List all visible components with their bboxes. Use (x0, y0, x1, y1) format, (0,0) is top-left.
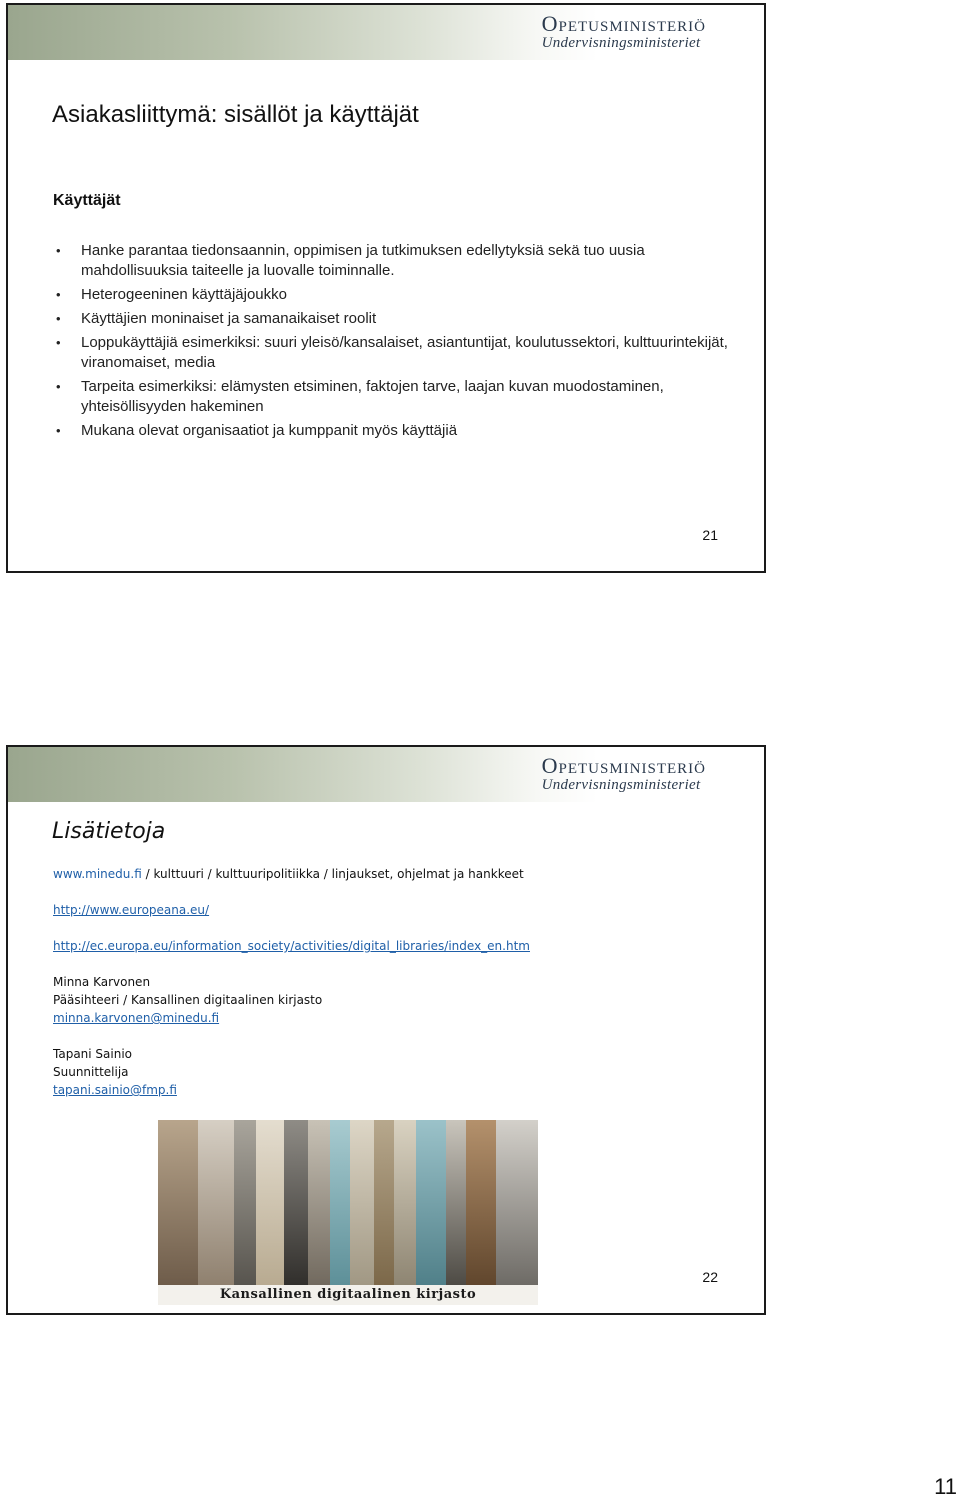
banner-strip (256, 1120, 284, 1290)
contact-email-row (53, 1009, 753, 1027)
ministry-logo (542, 11, 706, 52)
bullet-icon: • (56, 423, 61, 438)
bullet-icon: • (56, 335, 61, 350)
slide-title: Lisätietoja (52, 819, 166, 844)
banner-strip (350, 1120, 374, 1290)
contact-role: Pääsihteeri / Kansallinen digitaalinen kirjasto (53, 993, 323, 1007)
minedu-path: / kulttuuri / kulttuuripolitiikka / linjaukset, ohjelmat ja hankkeet (141, 867, 524, 881)
banner-strip (330, 1120, 350, 1290)
bullet-icon: • (56, 379, 61, 394)
bullet-text: Tarpeita esimerkiksi: elämysten etsiminen, faktojen tarve, laajan kuvan muodostaminen, yhteisöllisyyden hakeminen (81, 378, 664, 415)
bullet-list (54, 241, 744, 445)
list-item (54, 241, 744, 281)
contact-email-link[interactable]: tapani.sainio@fmp.fi (53, 1083, 177, 1097)
logo-sub-text: Undervisningsministeriet (541, 35, 701, 51)
list-item (54, 333, 744, 373)
bullet-text: Mukana olevat organisaatiot ja kumppanit myös käyttäjiä (81, 422, 458, 439)
section-heading: Käyttäjät (53, 192, 121, 209)
link-row-minedu (53, 865, 753, 883)
contact-role: Suunnittelija (53, 1065, 129, 1079)
ec-europa-link[interactable]: http://ec.europa.eu/information_society/activities/digital_libraries/index_en.htm (53, 939, 530, 953)
banner-strip (234, 1120, 256, 1290)
list-item (54, 377, 744, 417)
banner-strip (446, 1120, 466, 1290)
slide-page-number: 22 (702, 1269, 718, 1285)
slide-21 (6, 3, 766, 573)
bullet-icon: • (56, 243, 61, 258)
bullet-text: Käyttäjien moninaiset ja samanaikaiset roolit (81, 310, 377, 327)
slide-page-number: 21 (702, 527, 718, 543)
contact-name: Tapani Sainio (53, 1047, 133, 1061)
bullet-text: Heterogeeninen käyttäjäjoukko (81, 286, 287, 303)
banner-caption: Kansallinen digitaalinen kirjasto (158, 1285, 538, 1305)
banner-strip (284, 1120, 308, 1290)
bullet-text: Hanke parantaa tiedonsaannin, oppimisen ja tutkimuksen edellytyksiä sekä tuo uusia mahdollisuuksia taiteelle ja luovalle toiminnalle. (81, 242, 645, 279)
logo-main-text: Opetusministeriö (541, 753, 706, 778)
link-row-europeana (53, 901, 753, 919)
banner-strip (466, 1120, 496, 1290)
europeana-link[interactable]: http://www.europeana.eu/ (53, 903, 210, 917)
contact-email-link[interactable]: minna.karvonen@minedu.fi (53, 1011, 220, 1025)
banner-strip (198, 1120, 234, 1290)
list-item (54, 285, 744, 305)
bullet-icon: • (56, 287, 61, 302)
list-item (54, 309, 744, 329)
digital-library-banner-image (158, 1120, 538, 1305)
banner-strip (308, 1120, 330, 1290)
minedu-link[interactable]: www.minedu.fi (53, 867, 142, 881)
bullet-text: Loppukäyttäjiä esimerkiksi: suuri yleisö/kansalaiset, asiantuntijat, koulutussektori, kulttuurintekijät, viranomaiset, media (81, 334, 728, 371)
ministry-logo (542, 753, 706, 794)
bullet-icon: • (56, 311, 61, 326)
banner-strip (496, 1120, 538, 1290)
links-block (53, 865, 753, 1099)
contact-name: Minna Karvonen (53, 975, 151, 989)
logo-main-text: Opetusministeriö (541, 11, 706, 36)
link-row-ec (53, 937, 753, 955)
slide-title: Asiakasliittymä: sisällöt ja käyttäjät (52, 101, 419, 128)
document-page-number: 11 (934, 1474, 957, 1499)
logo-sub-text: Undervisningsministeriet (541, 777, 701, 793)
banner-strip (416, 1120, 446, 1290)
banner-strip (374, 1120, 394, 1290)
list-item (54, 421, 744, 441)
banner-strip (394, 1120, 416, 1290)
contact-email-row (53, 1081, 753, 1099)
banner-strip (158, 1120, 198, 1290)
